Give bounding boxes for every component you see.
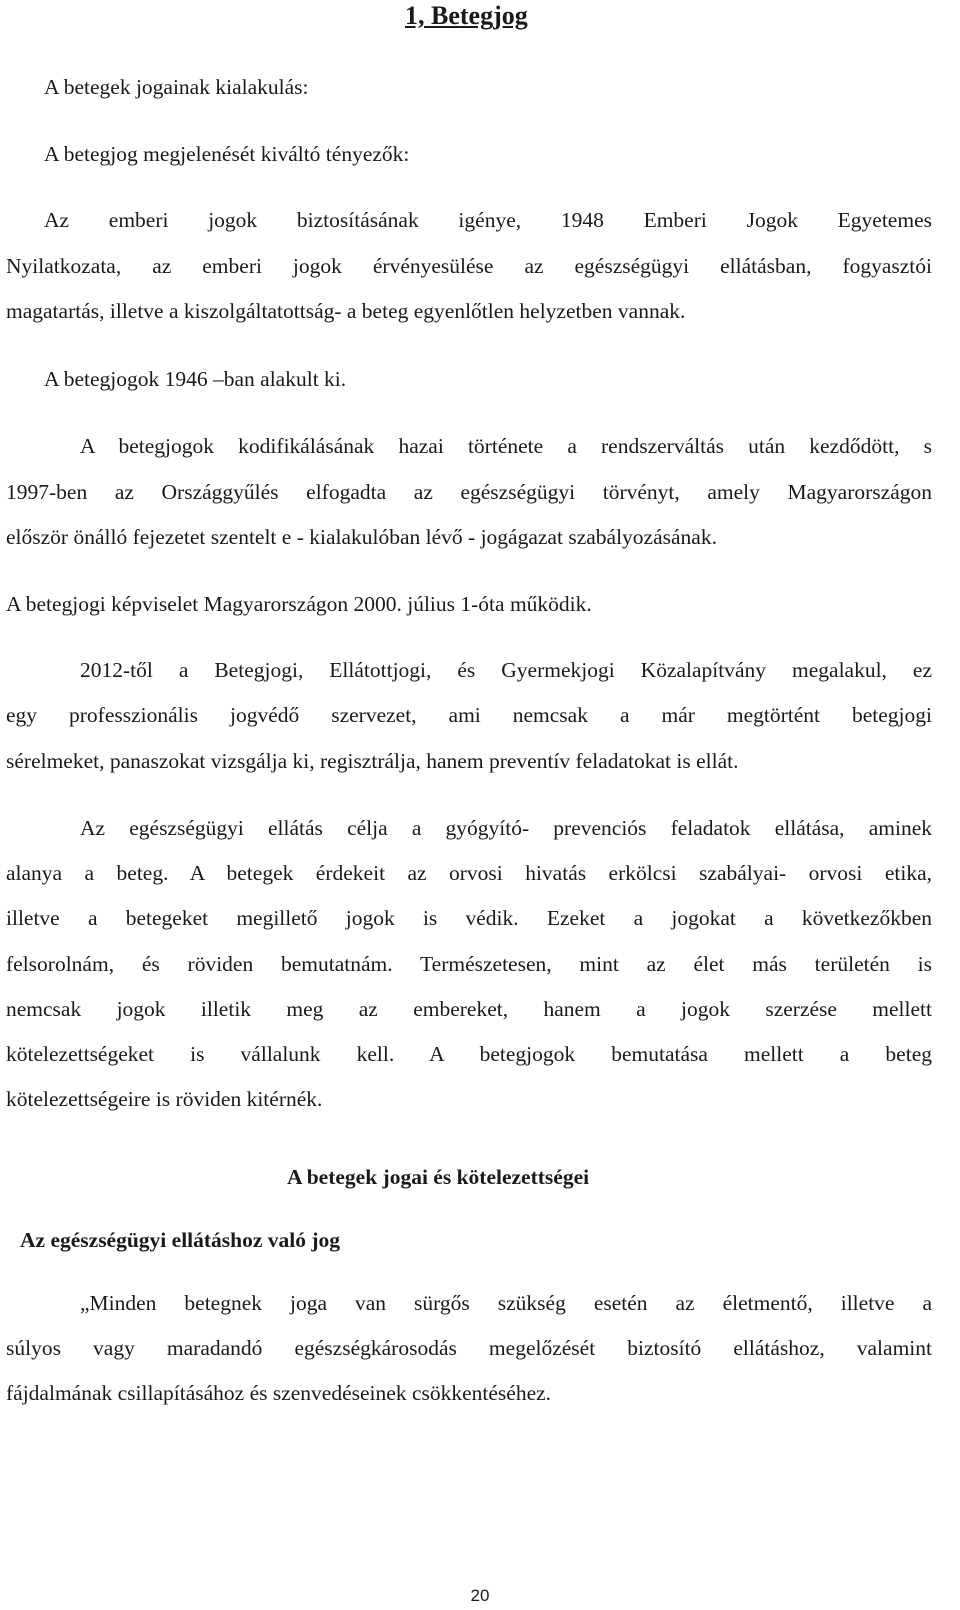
text-line: egy professzionális jogvédő szervezet, ami nemcsak a már megtörtént betegjogi <box>6 703 932 727</box>
page-title: 1, Betegjog <box>405 1 528 30</box>
subsection-heading: Az egészségügyi ellátáshoz való jog <box>20 1228 341 1252</box>
text-line: először önálló fejezetet szentelt e - kialakulóban lévő - jogágazat szabályozásának. <box>6 525 717 549</box>
quote-line: súlyos vagy maradandó egészségkárosodás megelőzését biztosító ellátáshoz, valamint <box>6 1336 932 1360</box>
text-line: A betegjogok kodifikálásának hazai története a rendszerváltás után kezdődött, s <box>80 434 932 458</box>
text-line: A betegjogi képviselet Magyarországon 2000. július 1-óta működik. <box>6 592 592 616</box>
text-line: nemcsak jogok illetik meg az embereket, hanem a jogok szerzése mellett <box>6 997 932 1021</box>
text-line: 1997-ben az Országgyűlés elfogadta az egészségügyi törvényt, amely Magyarországon <box>6 480 932 504</box>
text-line: magatartás, illetve a kiszolgáltatottság- a beteg egyenlőtlen helyzetben vannak. <box>6 299 686 323</box>
text-line: A betegjogok 1946 –ban alakult ki. <box>44 367 347 391</box>
text-line: kötelezettségeket is vállalunk kell. A betegjogok bemutatása mellett a beteg <box>6 1042 932 1066</box>
text-line: A betegjog megjelenését kiváltó tényezők: <box>44 142 410 166</box>
text-line: alanya a beteg. A betegek érdekeit az orvosi hivatás erkölcsi szabályai- orvosi etika, <box>6 861 932 885</box>
text-line: A betegek jogainak kialakulás: <box>44 75 309 99</box>
text-line: sérelmeket, panaszokat vizsgálja ki, regisztrálja, hanem preventív feladatokat is ellát. <box>6 749 739 773</box>
quote-line: „Minden betegnek joga van sürgős szükség esetén az életmentő, illetve a <box>80 1291 932 1315</box>
text-line: Nyilatkozata, az emberi jogok érvényesülése az egészségügyi ellátásban, fogyasztói <box>6 254 932 278</box>
page-number: 20 <box>470 1586 490 1605</box>
text-line: 2012-től a Betegjogi, Ellátottjogi, és Gyermekjogi Közalapítvány megalakul, ez <box>80 658 932 682</box>
text-line: felsorolnám, és röviden bemutatnám. Természetesen, mint az élet más területén is <box>6 952 932 976</box>
text-line: Az emberi jogok biztosításának igénye, 1948 Emberi Jogok Egyetemes <box>44 208 932 232</box>
text-line: Az egészségügyi ellátás célja a gyógyító- prevenciós feladatok ellátása, aminek <box>80 816 932 840</box>
text-line: kötelezettségeire is röviden kitérnék. <box>6 1087 323 1111</box>
text-line: illetve a betegeket megillető jogok is védik. Ezeket a jogokat a következőkben <box>6 906 932 930</box>
section-heading: A betegek jogai és kötelezettségei <box>287 1165 590 1189</box>
quote-line: fájdalmának csillapításához és szenvedéseinek csökkentéséhez. <box>6 1381 552 1405</box>
